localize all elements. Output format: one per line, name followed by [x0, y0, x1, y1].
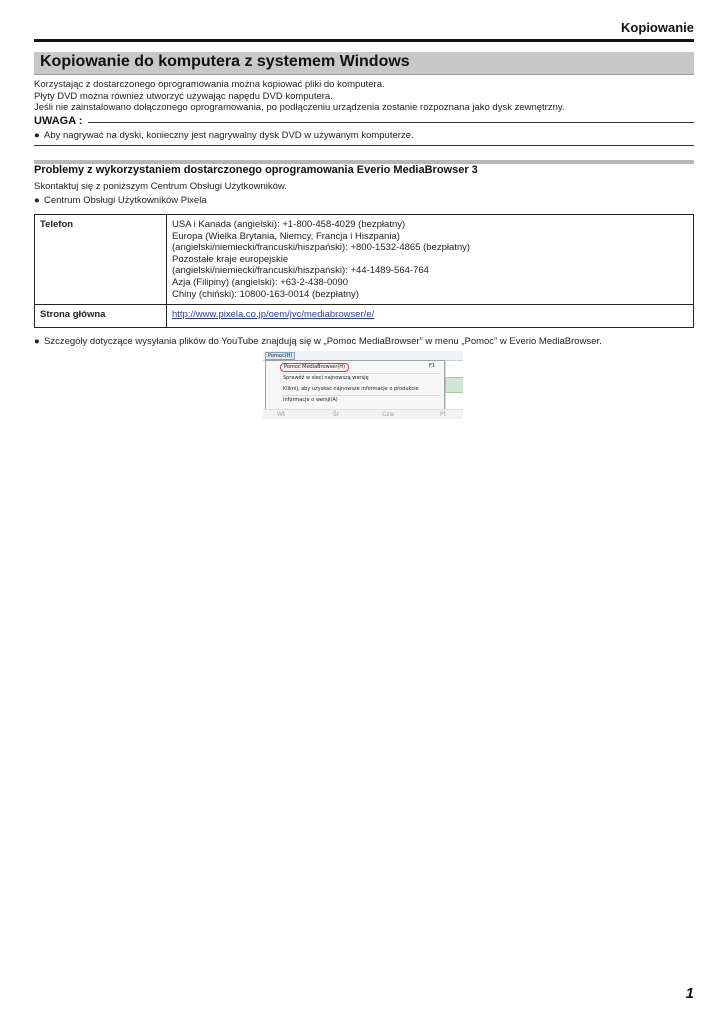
section-header: Kopiowanie	[621, 20, 694, 35]
table-row	[35, 305, 694, 328]
support-heading: Problemy z wykorzystaniem dostarczonego oprogramowania Everio MediaBrowser 3	[34, 164, 478, 176]
home-cell	[167, 305, 694, 328]
intro-line: Płyty DVD można również utworzyć używając napędu DVD komputera.	[34, 90, 333, 102]
intro-line: Korzystając z dostarczonego oprogramowania można kopiować pliki do komputera.	[34, 79, 385, 90]
youtube-note-text: Szczegóły dotyczące wysyłania plików do YouTube znajdują się w „Pomoc MediaBrowser” w menu „Pomoc” w Everio MediaBrowser.	[44, 336, 602, 347]
menu-shortcut: F1	[428, 363, 435, 369]
support-center	[34, 195, 207, 207]
contact-table	[34, 214, 694, 328]
intro-line: Jeśli nie zainstalowano dołączonego oprogramowania, po podłączeniu urządzenia zostanie rozpoznana jako dysk zewnętrzny.	[34, 102, 565, 113]
phone-label: Telefon	[35, 215, 167, 305]
background-panel	[445, 377, 463, 393]
menu-item-version-info[interactable]: Informacje o wersji(A)	[283, 397, 338, 403]
phone-line: (angielski/niemiecki/francuski/hiszpański): +44-1489-564-764	[172, 265, 429, 277]
day-label: Wt	[277, 411, 286, 418]
phone-line: (angielski/niemiecki/francuski/hiszpański): +800-1532-4865 (bezpłatny)	[172, 242, 471, 254]
table-row	[35, 215, 694, 305]
day-label: Śr	[333, 411, 340, 418]
top-rule	[34, 39, 694, 42]
help-menu-screenshot	[263, 351, 463, 419]
menu-separator	[282, 373, 440, 374]
home-label: Strona główna	[35, 305, 167, 328]
note-item-text: Aby nagrywać na dyski, konieczny jest nagrywalny dysk DVD w używanym komputerze.	[44, 130, 414, 141]
phone-line: Azja (Filipiny) (angielski): +63-2-438-0090	[172, 276, 349, 288]
phone-line: Chiny (chiński): 10800-163-0014 (bezpłatny)	[172, 288, 359, 300]
menu-item-check-version[interactable]: Sprawdź w sieci najnowszą wersję	[283, 375, 369, 381]
help-menu-button[interactable]: Pomoc(H)	[265, 352, 295, 360]
note-item	[34, 130, 414, 142]
bullet-icon: ●	[34, 130, 40, 141]
page-number: 1	[685, 985, 694, 1002]
calendar-day-row	[263, 409, 463, 419]
help-dropdown	[265, 360, 445, 410]
menu-item-label: Pomoc MediaBrowser(H)	[284, 364, 346, 370]
menu-item-latest-info[interactable]: Kliknij, aby uzyskać najnowsze informacje o produkcie	[283, 386, 419, 392]
youtube-note	[34, 336, 602, 348]
page-title: Kopiowanie do komputera z systemem Windows	[40, 53, 410, 70]
note-label: UWAGA :	[34, 115, 83, 127]
phone-line: USA i Kanada (angielski): +1-800-458-4029 (bezpłatny)	[172, 219, 406, 230]
title-bar	[34, 52, 694, 75]
support-text: Skontaktuj się z poniższym Centrum Obsługi Użytkowników.	[34, 181, 287, 192]
day-label: Czw	[382, 411, 395, 418]
bullet-icon: ●	[34, 336, 40, 347]
phone-line: Pozostałe kraje europejskie	[172, 253, 289, 265]
menu-separator	[282, 395, 440, 396]
day-label: Pt	[440, 411, 446, 418]
menu-item-help[interactable]	[280, 363, 349, 372]
bullet-icon: ●	[34, 195, 40, 206]
support-center-text: Centrum Obsługi Użytkowników Pixela	[44, 195, 207, 206]
note-end-rule	[34, 145, 694, 146]
intro-text	[34, 79, 565, 114]
phone-cell	[167, 215, 694, 305]
homepage-link[interactable]: http://www.pixela.co.jp/oem/jvc/mediabrowser/e/	[172, 309, 375, 321]
note-rule	[88, 122, 694, 123]
phone-line: Europa (Wielka Brytania, Niemcy, Francja i Hiszpania)	[172, 230, 400, 242]
